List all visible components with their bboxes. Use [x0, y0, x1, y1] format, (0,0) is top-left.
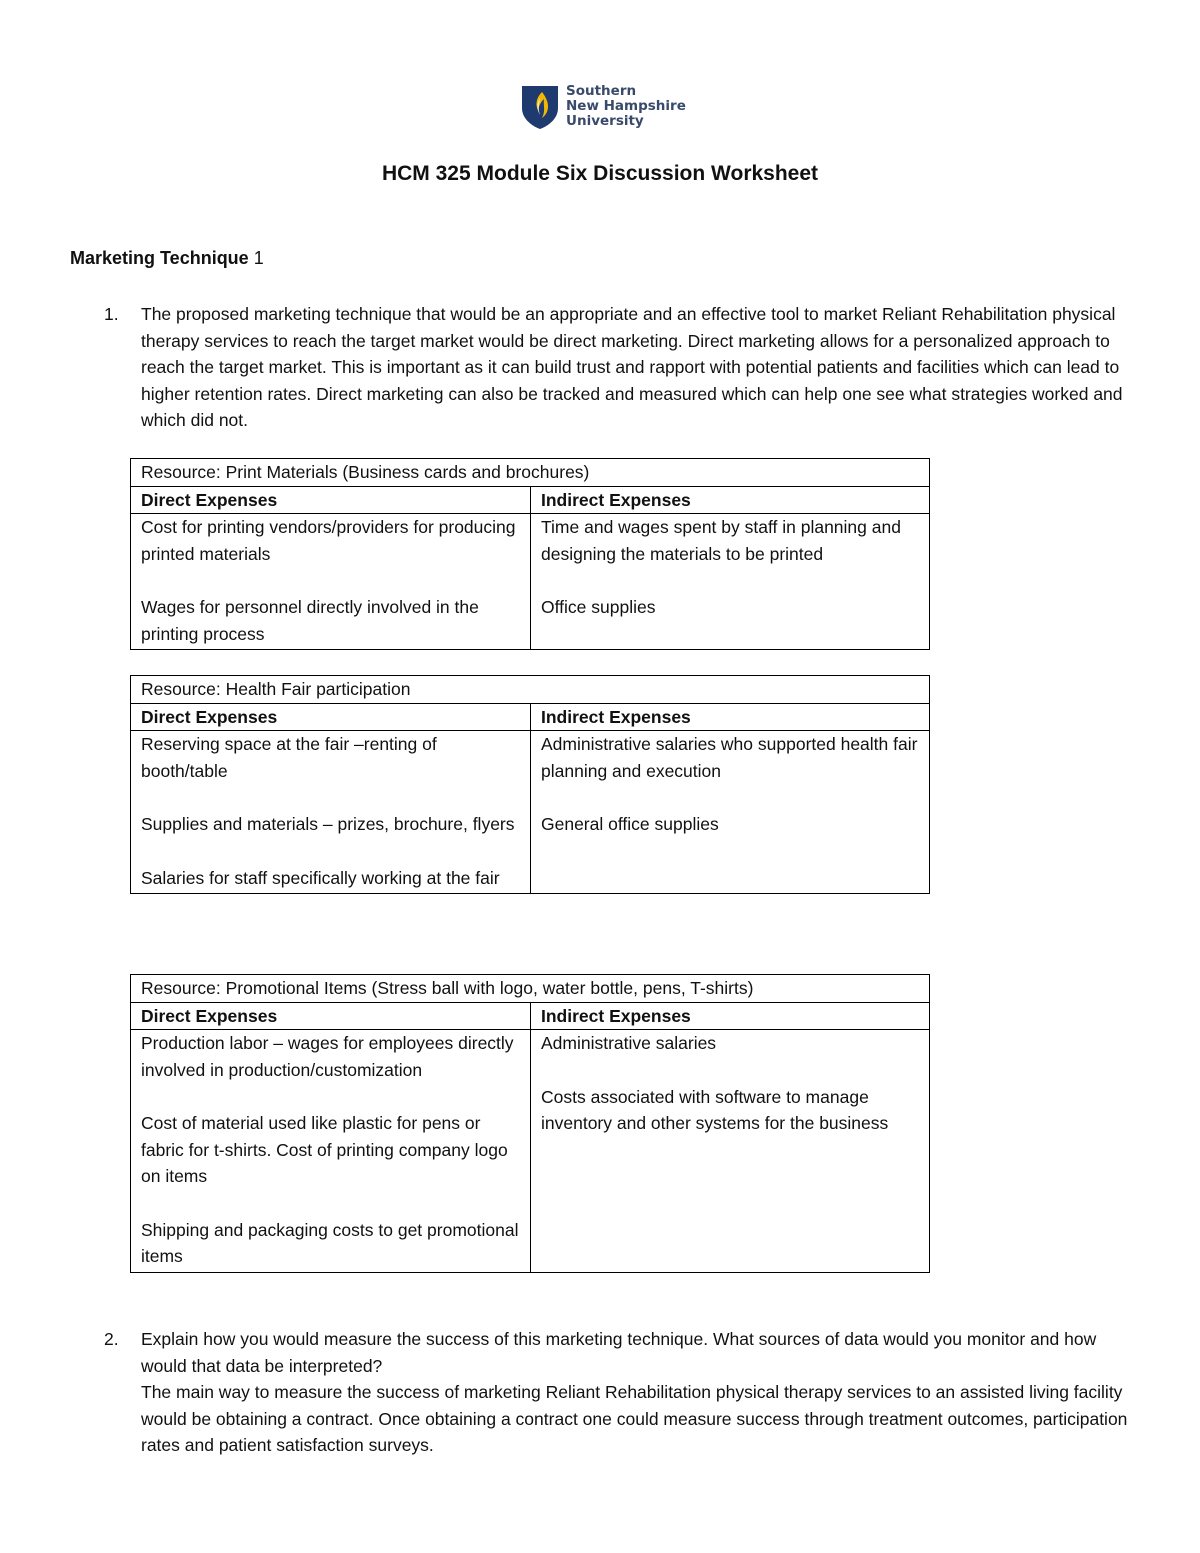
- resource-table-promotional: [130, 974, 930, 1273]
- expense-item: Costs associated with software to manage inventory and other systems for the business: [541, 1086, 889, 1133]
- expense-item: Cost for printing vendors/providers for producing printed materials: [141, 517, 516, 564]
- question-2: 2. Explain how you would measure the success of this marketing technique. What sources of data would you monitor and how would that data be interpreted? The main way to measure the success of marketing Reliant Rehabilitation physical therapy services to an assisted living facility would be obtaining a contract. Once obtaining a contract one could measure success through treatment outcomes, participation rates and patient satisfaction surveys.: [104, 1326, 1134, 1459]
- section-heading: Marketing Technique 1: [70, 248, 264, 268]
- expense-item: Wages for personnel directly involved in the printing process: [141, 597, 479, 644]
- direct-expenses-cell: [131, 1030, 531, 1273]
- expense-item: Shipping and packaging costs to get promotional items: [141, 1219, 519, 1266]
- resource-title: Resource: Print Materials (Business cards and brochures): [131, 459, 930, 487]
- direct-expenses-header: Direct Expenses: [131, 486, 531, 514]
- shield-icon: [520, 84, 560, 130]
- page-title: HCM 325 Module Six Discussion Worksheet: [381, 162, 819, 185]
- resource-title: Resource: Health Fair participation: [131, 676, 930, 704]
- expense-item: Supplies and materials – prizes, brochure, flyers: [141, 814, 515, 834]
- direct-expenses-header: Direct Expenses: [131, 703, 531, 731]
- university-logo: [520, 84, 690, 132]
- resource-title: Resource: Promotional Items (Stress ball with logo, water bottle, pens, T-shirts): [131, 975, 930, 1003]
- direct-expenses-cell: [131, 514, 531, 650]
- expense-item: Office supplies: [541, 597, 656, 617]
- indirect-expenses-header: Indirect Expenses: [531, 486, 930, 514]
- direct-expenses-header: Direct Expenses: [131, 1002, 531, 1030]
- expense-item: General office supplies: [541, 814, 719, 834]
- expense-item: Production labor – wages for employees directly involved in production/customization: [141, 1033, 514, 1080]
- resource-table-print: [130, 458, 930, 650]
- indirect-expenses-cell: [531, 514, 930, 650]
- resource-table-health-fair: [130, 675, 930, 894]
- expense-item: Salaries for staff specifically working at the fair: [141, 867, 500, 888]
- indirect-expenses-header: Indirect Expenses: [531, 703, 930, 731]
- indirect-expenses-header: Indirect Expenses: [531, 1002, 930, 1030]
- expense-item: Time and wages spent by staff in planning and designing the materials to be printed: [541, 517, 901, 564]
- question-1: 1. The proposed marketing technique that would be an appropriate and an effective tool to market Reliant Rehabilitation physical therapy services to reach the target market would be direct marketing. Direct marketing allows for a personalized approach to reach the target market. This is important as it can build trust and rapport with potential patients and facilities which can lead to higher retention rates. Direct marketing can also be tracked and measured which can help one see what strategies worked and which did not.: [104, 301, 1134, 434]
- indirect-expenses-cell: [531, 731, 930, 894]
- expense-item: Cost of material used like plastic for pens or fabric for t-shirts. Cost of printing company logo on items: [141, 1113, 508, 1186]
- question-1-text: The proposed marketing technique that would be an appropriate and an effective tool to market Reliant Rehabilitation physical therapy services to reach the target market would be direct marketing. Direct marketing allows for a personalized approach to reach the target market. This is important as it can build trust and rapport with potential patients and facilities which can lead to higher retention rates. Direct marketing can also be tracked and measured which can help one see what strategies worked and which did not.: [141, 304, 1123, 430]
- expense-item: Administrative salaries: [541, 1033, 717, 1053]
- expense-item: Reserving space at the fair –renting of booth/table: [141, 734, 437, 781]
- logo-wordmark: Southern New Hampshire University: [566, 83, 686, 129]
- direct-expenses-cell: [131, 731, 531, 894]
- question-2-text: Explain how you would measure the success of this marketing technique. What sources of data would you monitor and how would that data be interpreted?: [141, 1329, 1097, 1376]
- expense-item: Administrative salaries who supported health fair planning and execution: [541, 734, 918, 781]
- indirect-expenses-cell: [531, 1030, 930, 1273]
- question-2-answer: The main way to measure the success of marketing Reliant Rehabilitation physical therapy services to an assisted living facility would be obtaining a contract. Once obtaining a contract one could measure success through treatment outcomes, participation rates and patient satisfaction surveys.: [141, 1382, 1128, 1455]
